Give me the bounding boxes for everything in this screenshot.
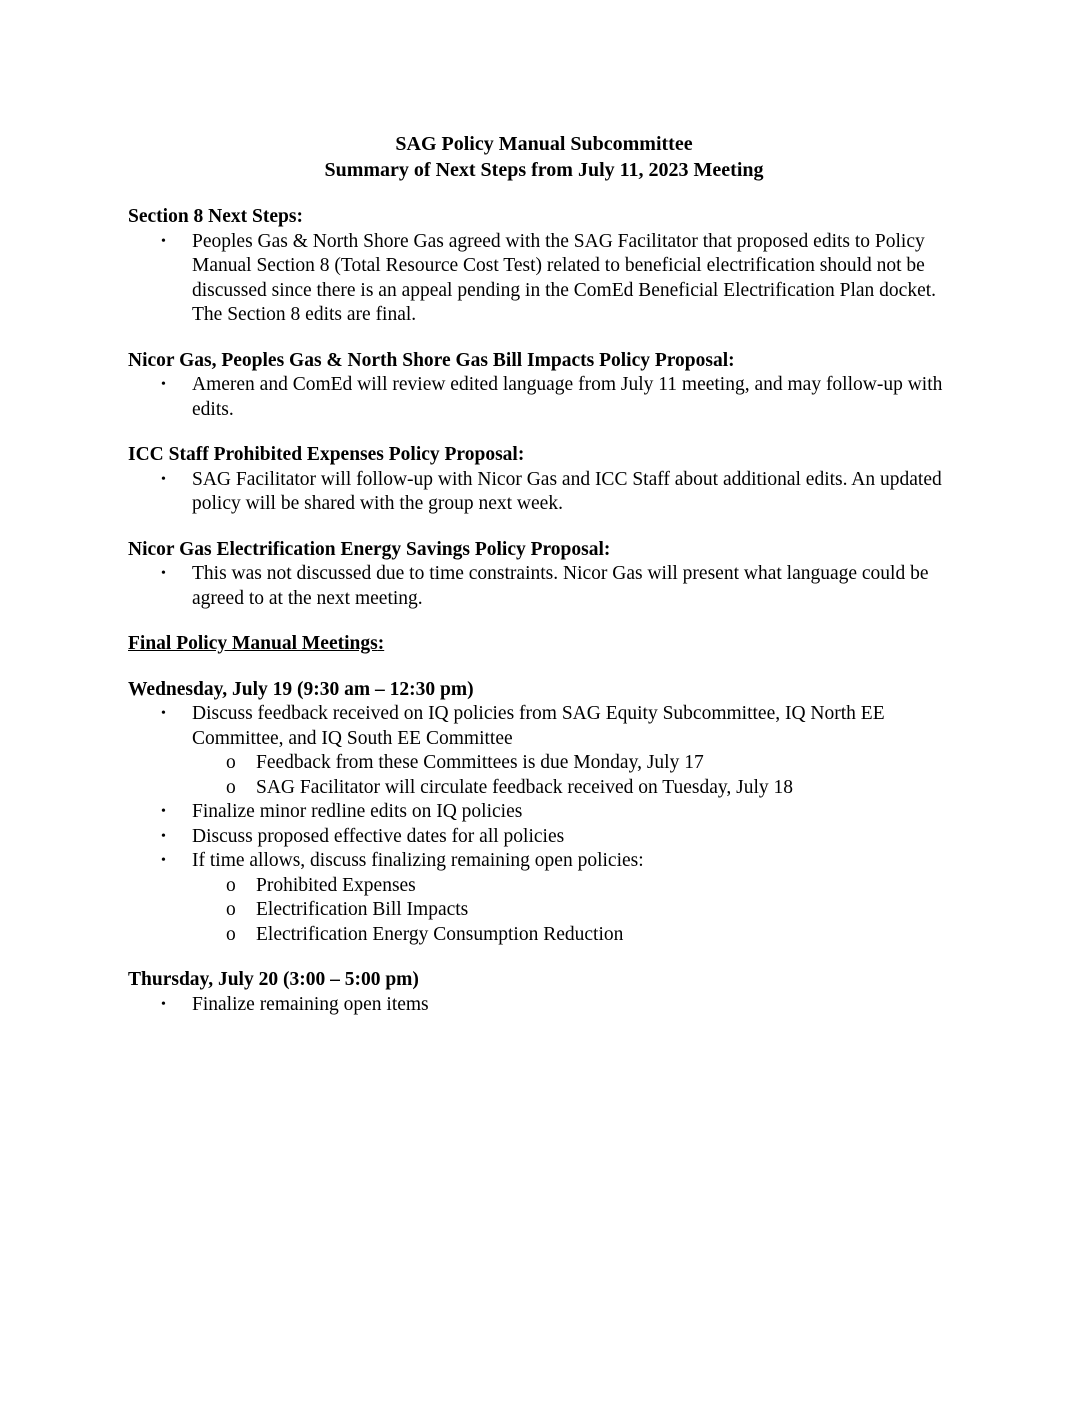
section-heading: Nicor Gas, Peoples Gas & North Shore Gas Bill Impacts Policy Proposal: (128, 349, 735, 371)
list-item-text: SAG Facilitator will follow-up with Nicor Gas and ICC Staff about additional edits. An updated policy will be shared with the group next week. (192, 468, 942, 514)
sub-list-item (192, 776, 968, 801)
list-item (128, 230, 968, 328)
section-thursday-meeting (128, 968, 968, 1017)
bullet-icon: • (161, 828, 166, 844)
list-item-text: If time allows, discuss finalizing remaining open policies: (192, 850, 644, 871)
sub-list-item (192, 923, 968, 948)
list-item-text: Peoples Gas & North Shore Gas agreed with the SAG Facilitator that proposed edits to Policy Manual Section 8 (Total Resource Cost Test) related to beneficial electrification should not be discussed since there is an appeal pending in the ComEd Beneficial Electrification Plan docket. The Section 8 edits are final. (192, 230, 937, 325)
bullet-icon: • (161, 996, 166, 1012)
sub-list-item-text: Electrification Bill Impacts (256, 899, 469, 920)
list-item-text: Discuss feedback received on IQ policies from SAG Equity Subcommittee, IQ North EE Committee, and IQ South EE Committee (192, 703, 885, 749)
bullet-list (128, 468, 968, 517)
sub-list-item-text: Feedback from these Committees is due Monday, July 17 (256, 752, 704, 773)
list-item (128, 993, 968, 1018)
document-title (0, 131, 1088, 183)
bullet-list (128, 562, 968, 611)
list-item-text: Ameren and ComEd will review edited language from July 11 meeting, and may follow-up with edits. (192, 374, 943, 420)
bullet-icon: • (161, 566, 166, 581)
sub-list-item-text: Prohibited Expenses (256, 874, 416, 896)
sub-bullet-icon: o (226, 874, 236, 896)
list-item-text: Discuss proposed effective dates for all policies (192, 825, 565, 847)
section-prohibited-expenses (128, 443, 968, 517)
sub-list-item-text: SAG Facilitator will circulate feedback received on Tuesday, July 18 (256, 776, 794, 798)
bullet-list (128, 702, 968, 947)
section-final-meetings (128, 632, 968, 657)
sub-bullet-icon: o (226, 776, 236, 798)
title-line-2: Summary of Next Steps from July 11, 2023 Meeting (324, 159, 764, 181)
bullet-icon: • (161, 471, 166, 487)
sub-bullet-icon: o (226, 752, 236, 773)
bullet-icon: • (161, 853, 166, 868)
list-item-text: Finalize remaining open items (192, 993, 429, 1015)
bullet-icon: • (161, 233, 166, 249)
section-heading: Thursday, July 20 (3:00 – 5:00 pm) (128, 969, 419, 990)
section-bill-impacts (128, 349, 968, 423)
title-line-1: SAG Policy Manual Subcommittee (395, 133, 693, 155)
sub-list-item (192, 751, 968, 776)
list-item (128, 849, 968, 947)
section-heading: Nicor Gas Electrification Energy Savings Policy Proposal: (128, 538, 611, 560)
section-heading: Section 8 Next Steps: (128, 206, 303, 227)
sub-bullet-icon: o (226, 923, 236, 945)
list-item (128, 562, 968, 611)
sub-bullet-icon: o (226, 899, 236, 920)
sub-bullet-list (192, 874, 968, 948)
sub-bullet-list (192, 751, 968, 800)
bullet-list (128, 993, 968, 1018)
list-item (128, 800, 968, 825)
section-heading: ICC Staff Prohibited Expenses Policy Proposal: (128, 444, 525, 465)
list-item (128, 702, 968, 800)
final-meetings-heading-text: Final Policy Manual Meetings (128, 633, 378, 654)
heading-colon: : (377, 633, 385, 654)
sub-list-item (192, 898, 968, 923)
bullet-list (128, 230, 968, 328)
bullet-list (128, 373, 968, 422)
sub-list-item (192, 874, 968, 899)
list-item (128, 468, 968, 517)
bullet-icon: • (161, 804, 166, 819)
list-item-text: This was not discussed due to time constraints. Nicor Gas will present what language could be agreed to at the next meeting. (192, 563, 929, 609)
bullet-icon: • (161, 706, 166, 721)
list-item-text: Finalize minor redline edits on IQ policies (192, 801, 523, 822)
section-energy-savings (128, 538, 968, 612)
sub-list-item-text: Electrification Energy Consumption Reduction (256, 923, 624, 945)
section-heading (128, 632, 968, 657)
bullet-icon: • (161, 377, 166, 392)
section-wednesday-meeting (128, 678, 968, 948)
section-8-next-steps (128, 205, 968, 328)
list-item (128, 373, 968, 422)
section-heading: Wednesday, July 19 (9:30 am – 12:30 pm) (128, 678, 474, 700)
list-item (128, 825, 968, 850)
document-body (128, 205, 968, 1038)
